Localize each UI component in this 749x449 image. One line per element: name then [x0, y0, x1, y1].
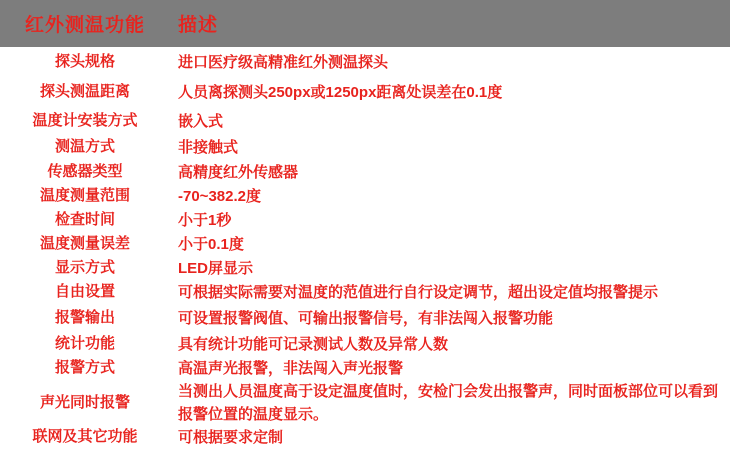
table-row: [0, 135, 730, 160]
row-description: 可根据要求定制: [178, 429, 284, 446]
row-feature-label: 联网及其它功能: [32, 428, 138, 446]
table-header-bar: [0, 0, 730, 47]
table-row: [0, 305, 730, 331]
table-row: [0, 331, 730, 357]
row-feature-label: 报警输出: [54, 308, 115, 326]
table-row: [0, 78, 730, 107]
table-row: [0, 380, 730, 426]
table-row: [0, 426, 730, 449]
row-description: 具有统计功能可记录测试人数及异常人数: [178, 335, 449, 353]
row-description: 人员离探测头250px或1250px距离处误差在0.1度: [178, 84, 503, 101]
spec-rows: [0, 47, 730, 449]
table-row: [0, 47, 730, 78]
row-description: 嵌入式: [178, 112, 224, 130]
row-feature-label: 温度测量范围: [39, 186, 130, 204]
row-feature-label: 声光同时报警: [39, 393, 130, 411]
row-feature-label: 自由设置: [54, 283, 115, 301]
row-description: 小于0.1度: [178, 235, 244, 253]
row-feature-label: 传感器类型: [47, 162, 123, 180]
row-description: 非接触式: [178, 139, 239, 156]
row-feature-label: 探头规格: [54, 53, 115, 71]
row-description: -70~382.2度: [178, 187, 261, 205]
header-feature-column: 红外测温功能: [24, 15, 145, 36]
row-feature-label: 检查时间: [54, 210, 115, 228]
header-description-column: 描述: [178, 15, 219, 36]
table-row: [0, 160, 730, 184]
row-feature-label: 温度计安装方式: [32, 111, 138, 129]
row-feature-label: 报警方式: [54, 359, 115, 377]
row-description: 可设置报警阀值、可输出报警信号，有非法闯入报警功能: [178, 309, 554, 327]
table-row: [0, 256, 730, 280]
row-description: 进口医疗级高精准红外测温探头: [178, 54, 389, 71]
table-row: [0, 232, 730, 256]
table-row: [0, 107, 730, 135]
table-row: [0, 208, 730, 232]
row-feature-label: 测温方式: [54, 138, 115, 156]
row-description: 可根据实际需要对温度的范值进行自行设定调节，超出设定值均报警提示: [178, 284, 659, 301]
row-feature-label: 显示方式: [54, 258, 115, 276]
row-description: 小于1秒: [178, 211, 232, 229]
table-row: [0, 184, 730, 208]
table-row: [0, 280, 730, 305]
row-feature-label: 统计功能: [54, 334, 115, 352]
row-feature-label: 温度测量误差: [39, 234, 130, 252]
row-description: LED屏显示: [178, 259, 254, 277]
row-feature-label: 探头测温距离: [39, 83, 130, 101]
row-description: 当测出人员温度高于设定温度值时，安检门会发出报警声，同时面板部位可以看到报警位置的温度显示。: [178, 383, 719, 423]
row-description: 高精度红外传感器: [178, 163, 299, 181]
row-description: 高温声光报警，非法闯入声光报警: [178, 360, 404, 377]
table-row: [0, 357, 730, 380]
